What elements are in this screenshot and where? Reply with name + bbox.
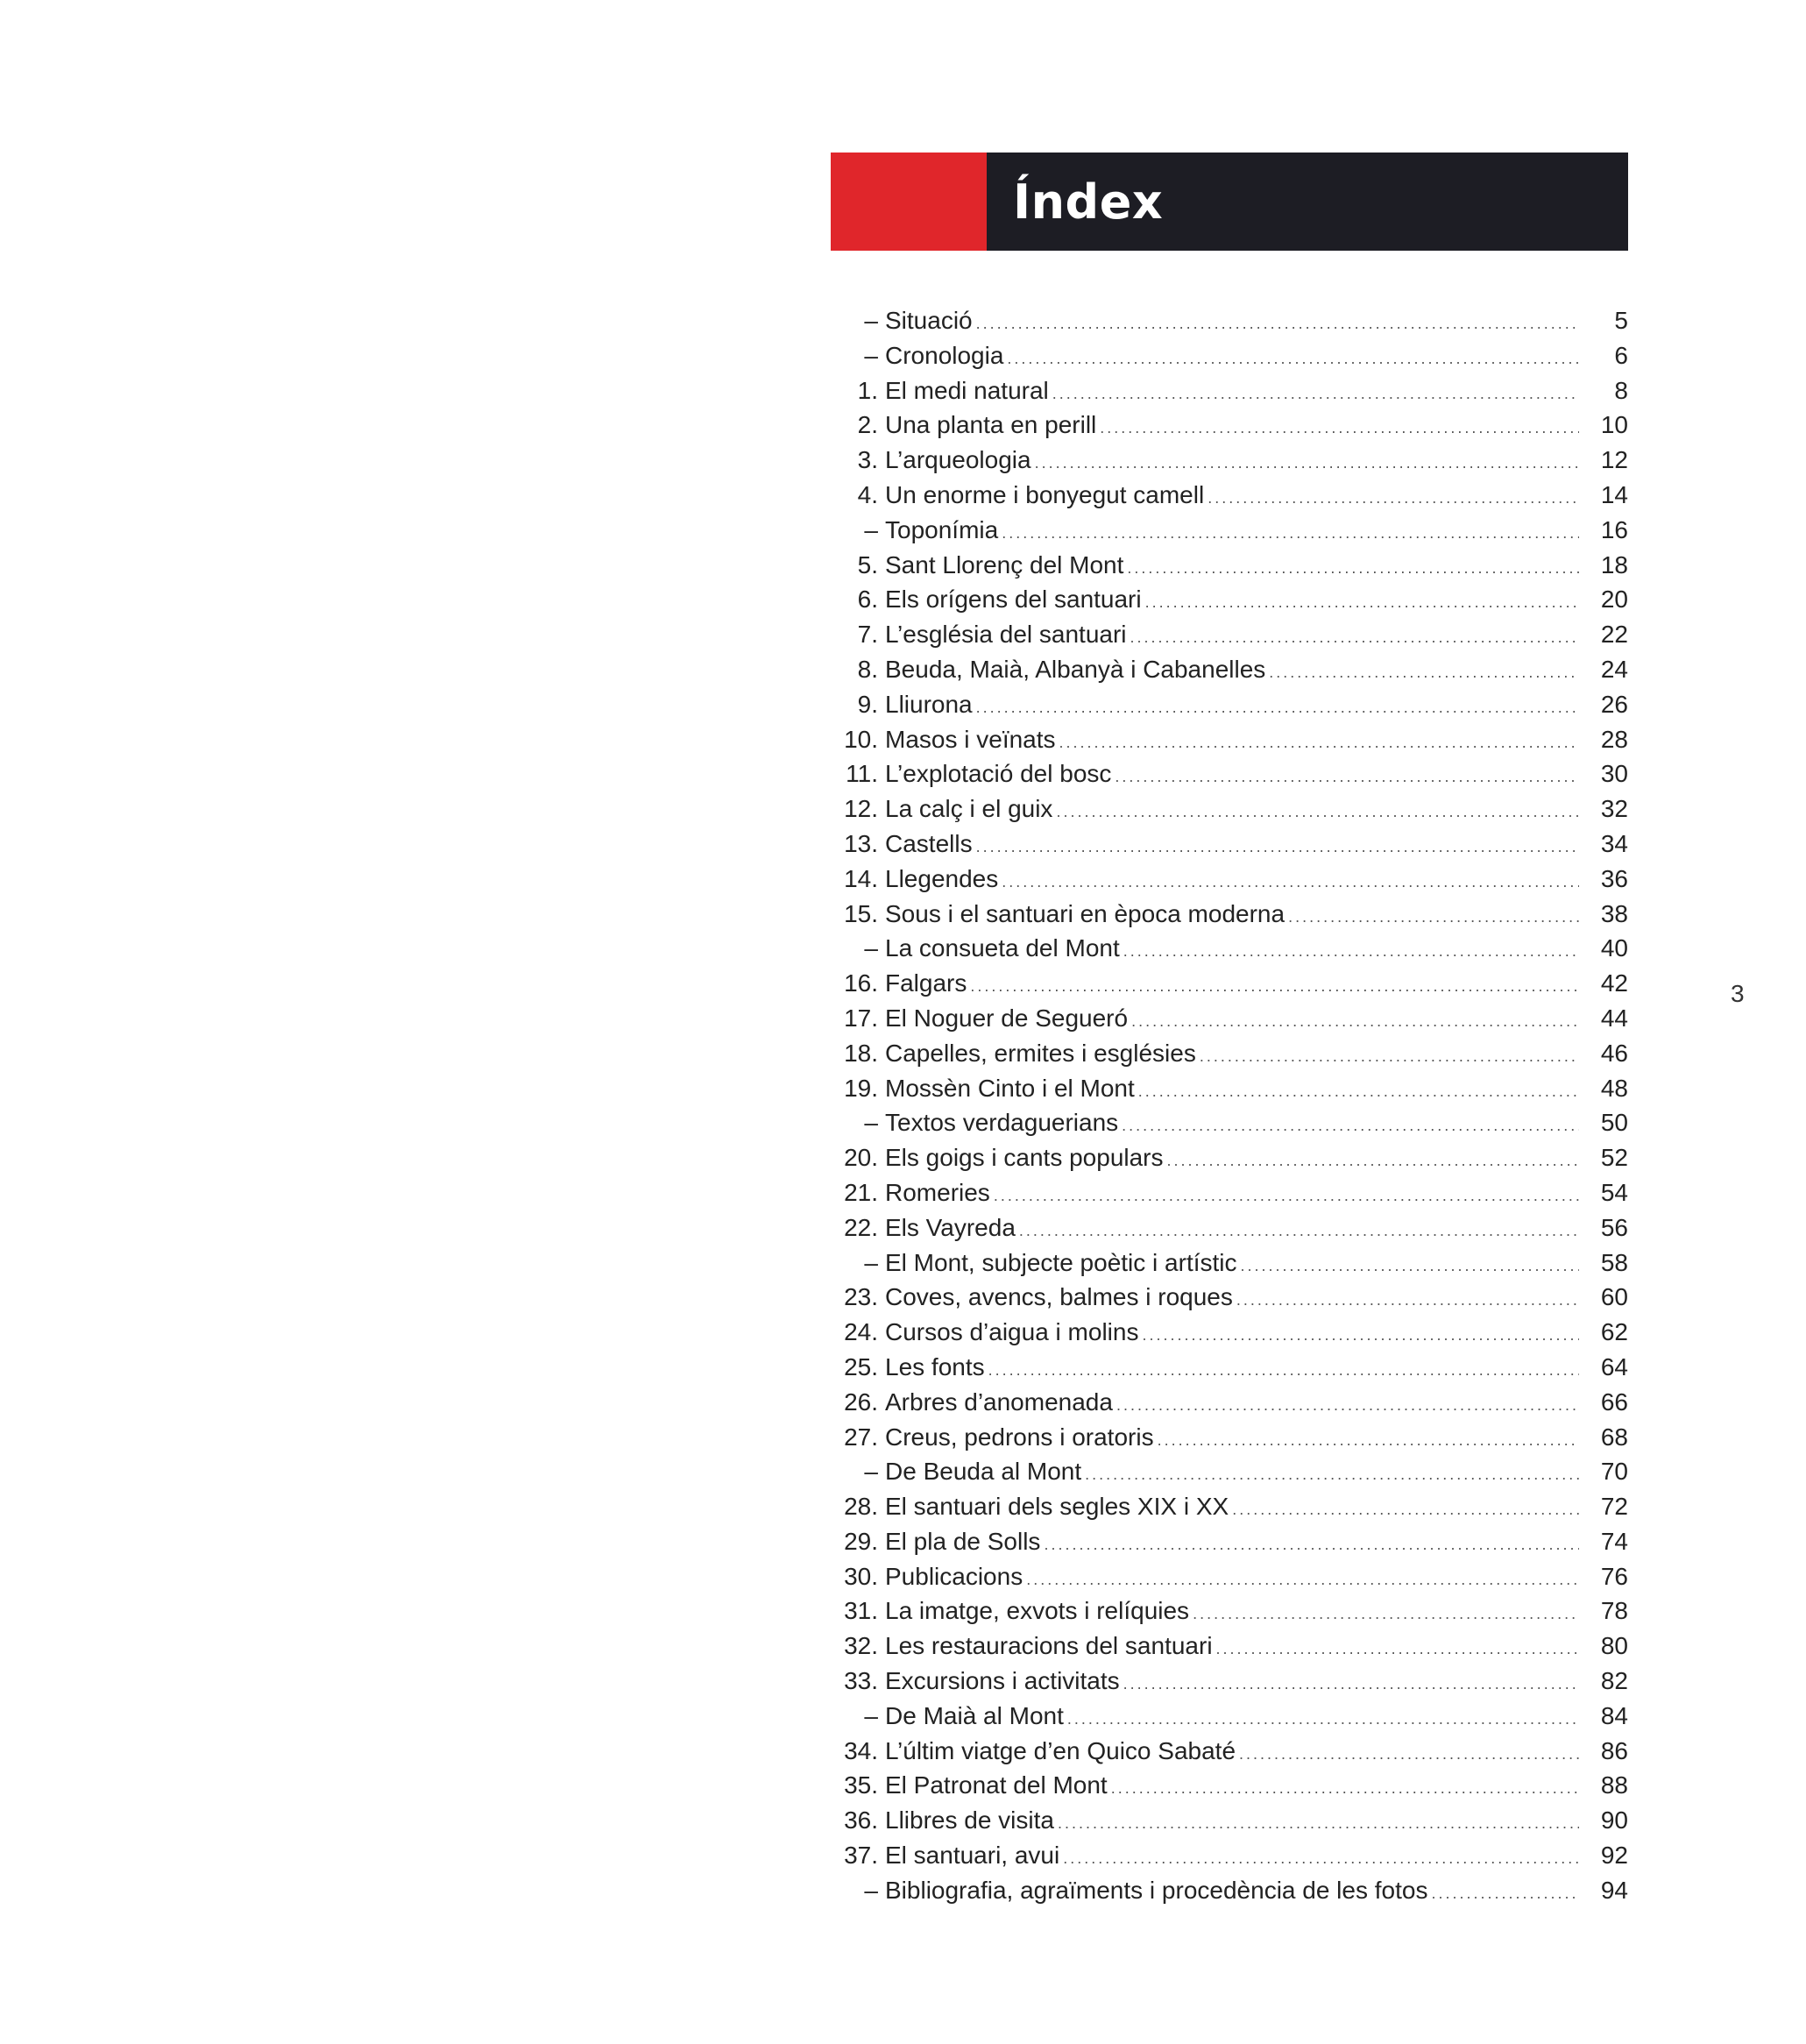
- toc-entry-page: 50: [1600, 1109, 1628, 1137]
- toc-entry: [831, 1071, 1628, 1106]
- toc-entry-number: 31.: [844, 1597, 878, 1625]
- toc-entry-number: –: [864, 1248, 878, 1276]
- title-dark-block: [987, 153, 1628, 251]
- toc-entry-page: 94: [1600, 1876, 1628, 1904]
- toc-entry: [831, 1489, 1628, 1524]
- toc-entry-number: 33.: [844, 1667, 878, 1695]
- toc-entry-page: 10: [1600, 411, 1628, 439]
- toc-entry-title: El Noguer de Segueró: [885, 1004, 1129, 1032]
- toc-entry-title: L’església del santuari: [885, 621, 1127, 649]
- toc-entry-title: Cursos d’aigua i molins: [885, 1318, 1139, 1346]
- dot-leader: [1002, 865, 1579, 900]
- toc-entry-page: 74: [1600, 1527, 1628, 1555]
- dot-leader: [1056, 795, 1579, 830]
- dot-leader: [1052, 377, 1579, 412]
- dot-leader: [1123, 934, 1579, 969]
- dot-leader: [1116, 1388, 1579, 1423]
- dot-leader: [1085, 1458, 1579, 1493]
- toc-entry-page: 48: [1600, 1074, 1628, 1102]
- dot-leader: [1158, 1423, 1579, 1458]
- dot-leader: [1044, 1528, 1579, 1563]
- dot-leader: [1208, 481, 1579, 516]
- toc-entry: [831, 1420, 1628, 1455]
- toc-entry-title: Llegendes: [885, 864, 999, 892]
- toc-entry-page: 52: [1600, 1144, 1628, 1172]
- toc-entry-number: 8.: [857, 655, 878, 683]
- toc-entry-number: 4.: [857, 480, 878, 508]
- toc-entry-page: 42: [1600, 969, 1628, 997]
- toc-entry: [831, 1454, 1628, 1489]
- toc-entry-title: El santuari, avui: [885, 1842, 1060, 1870]
- toc-entry-title: De Beuda al Mont: [885, 1458, 1082, 1486]
- toc-entry-page: 82: [1600, 1667, 1628, 1695]
- toc-entry-title: Una planta en perill: [885, 411, 1097, 439]
- toc-entry-page: 40: [1600, 934, 1628, 962]
- toc-entry-title: Els Vayreda: [885, 1213, 1016, 1241]
- toc-entry-number: 26.: [844, 1388, 878, 1416]
- toc-entry: [831, 791, 1628, 827]
- toc-entry: [831, 1838, 1628, 1873]
- toc-entry-number: –: [864, 1109, 878, 1137]
- toc-entry-title: El santuari dels segles XIX i XX: [885, 1493, 1229, 1521]
- toc-entry-title: Cronologia: [885, 341, 1004, 369]
- toc-entry-page: 58: [1600, 1248, 1628, 1276]
- toc-entry-number: 32.: [844, 1632, 878, 1660]
- dot-leader: [1431, 1877, 1579, 1912]
- toc-entry-title: Situació: [885, 307, 973, 334]
- toc-entry: [831, 582, 1628, 617]
- toc-entry: [831, 931, 1628, 966]
- toc-entry: [831, 862, 1628, 897]
- toc-entry-title: Castells: [885, 829, 973, 857]
- toc-entry: [831, 1280, 1628, 1315]
- toc-entry: [831, 1699, 1628, 1734]
- toc-entry: [831, 1210, 1628, 1246]
- toc-entry: [831, 1629, 1628, 1664]
- toc-entry-number: 30.: [844, 1562, 878, 1590]
- toc-entry-number: 11.: [846, 760, 878, 788]
- toc-entry-number: 36.: [844, 1806, 878, 1835]
- toc-entry-number: 21.: [844, 1178, 878, 1206]
- toc-entry-number: –: [864, 1458, 878, 1486]
- toc-entry-title: Romeries: [885, 1178, 990, 1206]
- toc-entry-number: 34.: [844, 1736, 878, 1764]
- toc-entry-page: 92: [1600, 1842, 1628, 1870]
- toc-entry: [831, 1036, 1628, 1071]
- page-number: 3: [1731, 980, 1745, 1007]
- toc-entry-number: 23.: [844, 1283, 878, 1311]
- toc-entry-title: Creus, pedrons i oratoris: [885, 1423, 1154, 1451]
- toc-entry-page: 44: [1600, 1004, 1628, 1032]
- toc-entry: [831, 338, 1628, 373]
- toc-entry-title: El Mont, subjecte poètic i artístic: [885, 1248, 1237, 1276]
- dot-leader: [1059, 726, 1579, 761]
- toc-entry: [831, 1140, 1628, 1175]
- toc-entry-number: 22.: [844, 1213, 878, 1241]
- toc-entry: [831, 1315, 1628, 1350]
- dot-leader: [1002, 516, 1579, 551]
- toc-entry-title: L’arqueologia: [885, 446, 1031, 474]
- toc-entry-title: El pla de Solls: [885, 1527, 1041, 1555]
- toc-entry-title: Beuda, Maià, Albanyà i Cabanelles: [885, 655, 1266, 683]
- toc-entry: [831, 756, 1628, 791]
- toc-entry-number: –: [864, 307, 878, 334]
- toc-entry: [831, 408, 1628, 443]
- toc-entry-page: 18: [1600, 550, 1628, 578]
- toc-entry-page: 80: [1600, 1632, 1628, 1660]
- toc-entry-page: 36: [1600, 864, 1628, 892]
- toc-entry: [831, 1385, 1628, 1420]
- toc-entry-number: 37.: [844, 1842, 878, 1870]
- toc-entry: [831, 827, 1628, 862]
- toc-entry-title: Els orígens del santuari: [885, 586, 1142, 614]
- toc-entry: [831, 1246, 1628, 1281]
- toc-entry-page: 54: [1600, 1178, 1628, 1206]
- toc-entry: [831, 1873, 1628, 1908]
- toc-entry-number: 2.: [857, 411, 878, 439]
- toc-entry-page: 34: [1600, 829, 1628, 857]
- dot-leader: [1111, 1771, 1579, 1806]
- toc-entry-page: 6: [1614, 341, 1628, 369]
- toc-entry-page: 26: [1600, 690, 1628, 718]
- toc-entry-number: 1.: [857, 376, 878, 404]
- toc-entry-page: 64: [1600, 1352, 1628, 1380]
- toc-entry-page: 16: [1600, 515, 1628, 543]
- toc-entry-number: 25.: [844, 1352, 878, 1380]
- toc-entry-page: 78: [1600, 1597, 1628, 1625]
- toc-entry-page: 84: [1600, 1701, 1628, 1729]
- dot-leader: [1130, 621, 1579, 656]
- toc-entry: [831, 478, 1628, 513]
- toc-entry-page: 8: [1614, 376, 1628, 404]
- toc-entry-title: Les fonts: [885, 1352, 985, 1380]
- toc-entry-title: Els goigs i cants populars: [885, 1144, 1164, 1172]
- toc-entry-title: Mossèn Cinto i el Mont: [885, 1074, 1135, 1102]
- dot-leader: [1100, 411, 1579, 446]
- toc-entry-title: Bibliografia, agraïments i procedència de les fotos: [885, 1876, 1428, 1904]
- toc-entry-page: 5: [1614, 307, 1628, 334]
- toc-entry: [831, 443, 1628, 478]
- toc-entry-title: El Patronat del Mont: [885, 1771, 1108, 1799]
- dot-leader: [1063, 1842, 1579, 1877]
- dot-leader: [1035, 446, 1579, 481]
- dot-leader: [1232, 1493, 1579, 1528]
- toc-entry-page: 46: [1600, 1039, 1628, 1067]
- toc-entry-number: 29.: [844, 1527, 878, 1555]
- dot-leader: [1007, 342, 1579, 377]
- toc-entry-title: Un enorme i bonyegut camell: [885, 480, 1205, 508]
- dot-leader: [988, 1353, 1579, 1388]
- toc-entry-number: 7.: [857, 621, 878, 649]
- toc-entry: [831, 617, 1628, 652]
- toc-entry: [831, 1664, 1628, 1699]
- dot-leader: [1123, 1667, 1579, 1702]
- toc-entry-number: –: [864, 1701, 878, 1729]
- dot-leader: [976, 691, 1579, 726]
- toc-entry-number: 14.: [844, 864, 878, 892]
- toc-entry-number: 28.: [844, 1493, 878, 1521]
- toc-entry-page: 88: [1600, 1771, 1628, 1799]
- toc-entry: [831, 1524, 1628, 1559]
- toc-entry-number: 17.: [844, 1004, 878, 1032]
- toc-entry-title: Textos verdaguerians: [885, 1109, 1119, 1137]
- toc-entry-title: Publicacions: [885, 1562, 1023, 1590]
- toc-entry-number: –: [864, 1876, 878, 1904]
- toc-entry-number: 3.: [857, 446, 878, 474]
- dot-leader: [1115, 760, 1579, 795]
- toc-entry-number: 24.: [844, 1318, 878, 1346]
- toc-entry-number: –: [864, 515, 878, 543]
- toc-entry-title: L’últim viatge d’en Quico Sabaté: [885, 1736, 1236, 1764]
- toc-entry-title: Falgars: [885, 969, 967, 997]
- toc-entry-number: 20.: [844, 1144, 878, 1172]
- dot-leader: [1019, 1214, 1579, 1249]
- toc-entry: [831, 966, 1628, 1001]
- toc-entry-number: 6.: [857, 586, 878, 614]
- title-red-block: [831, 153, 987, 251]
- toc-entry-page: 56: [1600, 1213, 1628, 1241]
- toc-entry-title: L’explotació del bosc: [885, 760, 1112, 788]
- toc-entry: [831, 1734, 1628, 1769]
- dot-leader: [1236, 1283, 1579, 1318]
- toc-entry-page: 38: [1600, 899, 1628, 927]
- toc-entry-page: 20: [1600, 586, 1628, 614]
- dot-leader: [1131, 1004, 1579, 1040]
- toc-entry: [831, 373, 1628, 408]
- toc-entry-title: Coves, avencs, balmes i roques: [885, 1283, 1233, 1311]
- dot-leader: [1122, 1109, 1579, 1144]
- dot-leader: [1239, 1737, 1579, 1772]
- toc-entry-page: 68: [1600, 1423, 1628, 1451]
- toc-entry: [831, 1001, 1628, 1036]
- dot-leader: [1167, 1144, 1579, 1179]
- toc-entry-page: 90: [1600, 1806, 1628, 1835]
- table-of-contents: [831, 303, 1628, 1908]
- dot-leader: [1026, 1563, 1579, 1598]
- toc-entry-title: Sant Llorenç del Mont: [885, 550, 1124, 578]
- toc-entry-page: 86: [1600, 1736, 1628, 1764]
- toc-entry-number: 15.: [844, 899, 878, 927]
- toc-entry-title: Les restauracions del santuari: [885, 1632, 1213, 1660]
- toc-entry-number: –: [864, 934, 878, 962]
- toc-entry: [831, 1559, 1628, 1594]
- dot-leader: [1193, 1597, 1579, 1632]
- toc-entry-number: 16.: [844, 969, 878, 997]
- toc-entry-number: –: [864, 341, 878, 369]
- toc-entry-title: De Maià al Mont: [885, 1701, 1064, 1729]
- toc-entry-page: 62: [1600, 1318, 1628, 1346]
- dot-leader: [1058, 1806, 1579, 1842]
- dot-leader: [1138, 1075, 1579, 1110]
- toc-entry-page: 60: [1600, 1283, 1628, 1311]
- toc-entry: [831, 1175, 1628, 1210]
- toc-entry: [831, 303, 1628, 338]
- toc-entry-title: El medi natural: [885, 376, 1049, 404]
- dot-leader: [1241, 1249, 1579, 1284]
- toc-entry-number: 9.: [857, 690, 878, 718]
- toc-entry-number: 18.: [844, 1039, 878, 1067]
- toc-entry-number: 27.: [844, 1423, 878, 1451]
- dot-leader: [1145, 586, 1579, 621]
- toc-entry-title: La calç i el guix: [885, 795, 1053, 823]
- toc-entry-page: 76: [1600, 1562, 1628, 1590]
- toc-entry-number: 35.: [844, 1771, 878, 1799]
- toc-entry-number: 13.: [844, 829, 878, 857]
- dot-leader: [1288, 900, 1579, 935]
- toc-entry-page: 72: [1600, 1493, 1628, 1521]
- toc-entry-number: 19.: [844, 1074, 878, 1102]
- toc-entry: [831, 687, 1628, 722]
- toc-entry-number: 5.: [857, 550, 878, 578]
- dot-leader: [1269, 656, 1579, 691]
- toc-entry-title: Sous i el santuari en època moderna: [885, 899, 1285, 927]
- toc-entry-title: Excursions i activitats: [885, 1667, 1120, 1695]
- toc-entry: [831, 513, 1628, 548]
- toc-entry: [831, 722, 1628, 757]
- dot-leader: [976, 307, 1579, 342]
- toc-entry-title: Capelles, ermites i esglésies: [885, 1039, 1196, 1067]
- toc-entry: [831, 1350, 1628, 1385]
- toc-entry-page: 70: [1600, 1458, 1628, 1486]
- toc-entry-page: 12: [1600, 446, 1628, 474]
- dot-leader: [970, 969, 1579, 1004]
- toc-entry: [831, 1593, 1628, 1629]
- toc-entry-number: 10.: [844, 725, 878, 753]
- dot-leader: [1067, 1702, 1579, 1737]
- index-title-bar: [831, 153, 1628, 251]
- toc-entry-page: 32: [1600, 795, 1628, 823]
- toc-entry-page: 30: [1600, 760, 1628, 788]
- toc-entry: [831, 1105, 1628, 1140]
- dot-leader: [1200, 1040, 1579, 1075]
- toc-entry-title: Arbres d’anomenada: [885, 1388, 1113, 1416]
- toc-entry-title: Toponímia: [885, 515, 999, 543]
- toc-entry-page: 22: [1600, 621, 1628, 649]
- toc-entry-title: La consueta del Mont: [885, 934, 1120, 962]
- dot-leader: [1142, 1318, 1579, 1353]
- toc-entry-title: Lliurona: [885, 690, 973, 718]
- dot-leader: [1127, 551, 1579, 586]
- toc-entry-title: La imatge, exvots i relíquies: [885, 1597, 1190, 1625]
- toc-entry-page: 66: [1600, 1388, 1628, 1416]
- toc-entry: [831, 897, 1628, 932]
- dot-leader: [994, 1179, 1579, 1214]
- dot-leader: [976, 830, 1579, 865]
- toc-entry: [831, 548, 1628, 583]
- toc-entry-page: 24: [1600, 655, 1628, 683]
- toc-entry-number: 12.: [844, 795, 878, 823]
- toc-entry-page: 28: [1600, 725, 1628, 753]
- page-title: Índex: [1013, 174, 1164, 230]
- toc-entry-title: Llibres de visita: [885, 1806, 1054, 1835]
- toc-entry: [831, 1803, 1628, 1838]
- toc-entry-title: Masos i veïnats: [885, 725, 1056, 753]
- toc-entry: [831, 652, 1628, 687]
- dot-leader: [1216, 1632, 1579, 1667]
- toc-entry: [831, 1768, 1628, 1803]
- toc-entry-page: 14: [1600, 480, 1628, 508]
